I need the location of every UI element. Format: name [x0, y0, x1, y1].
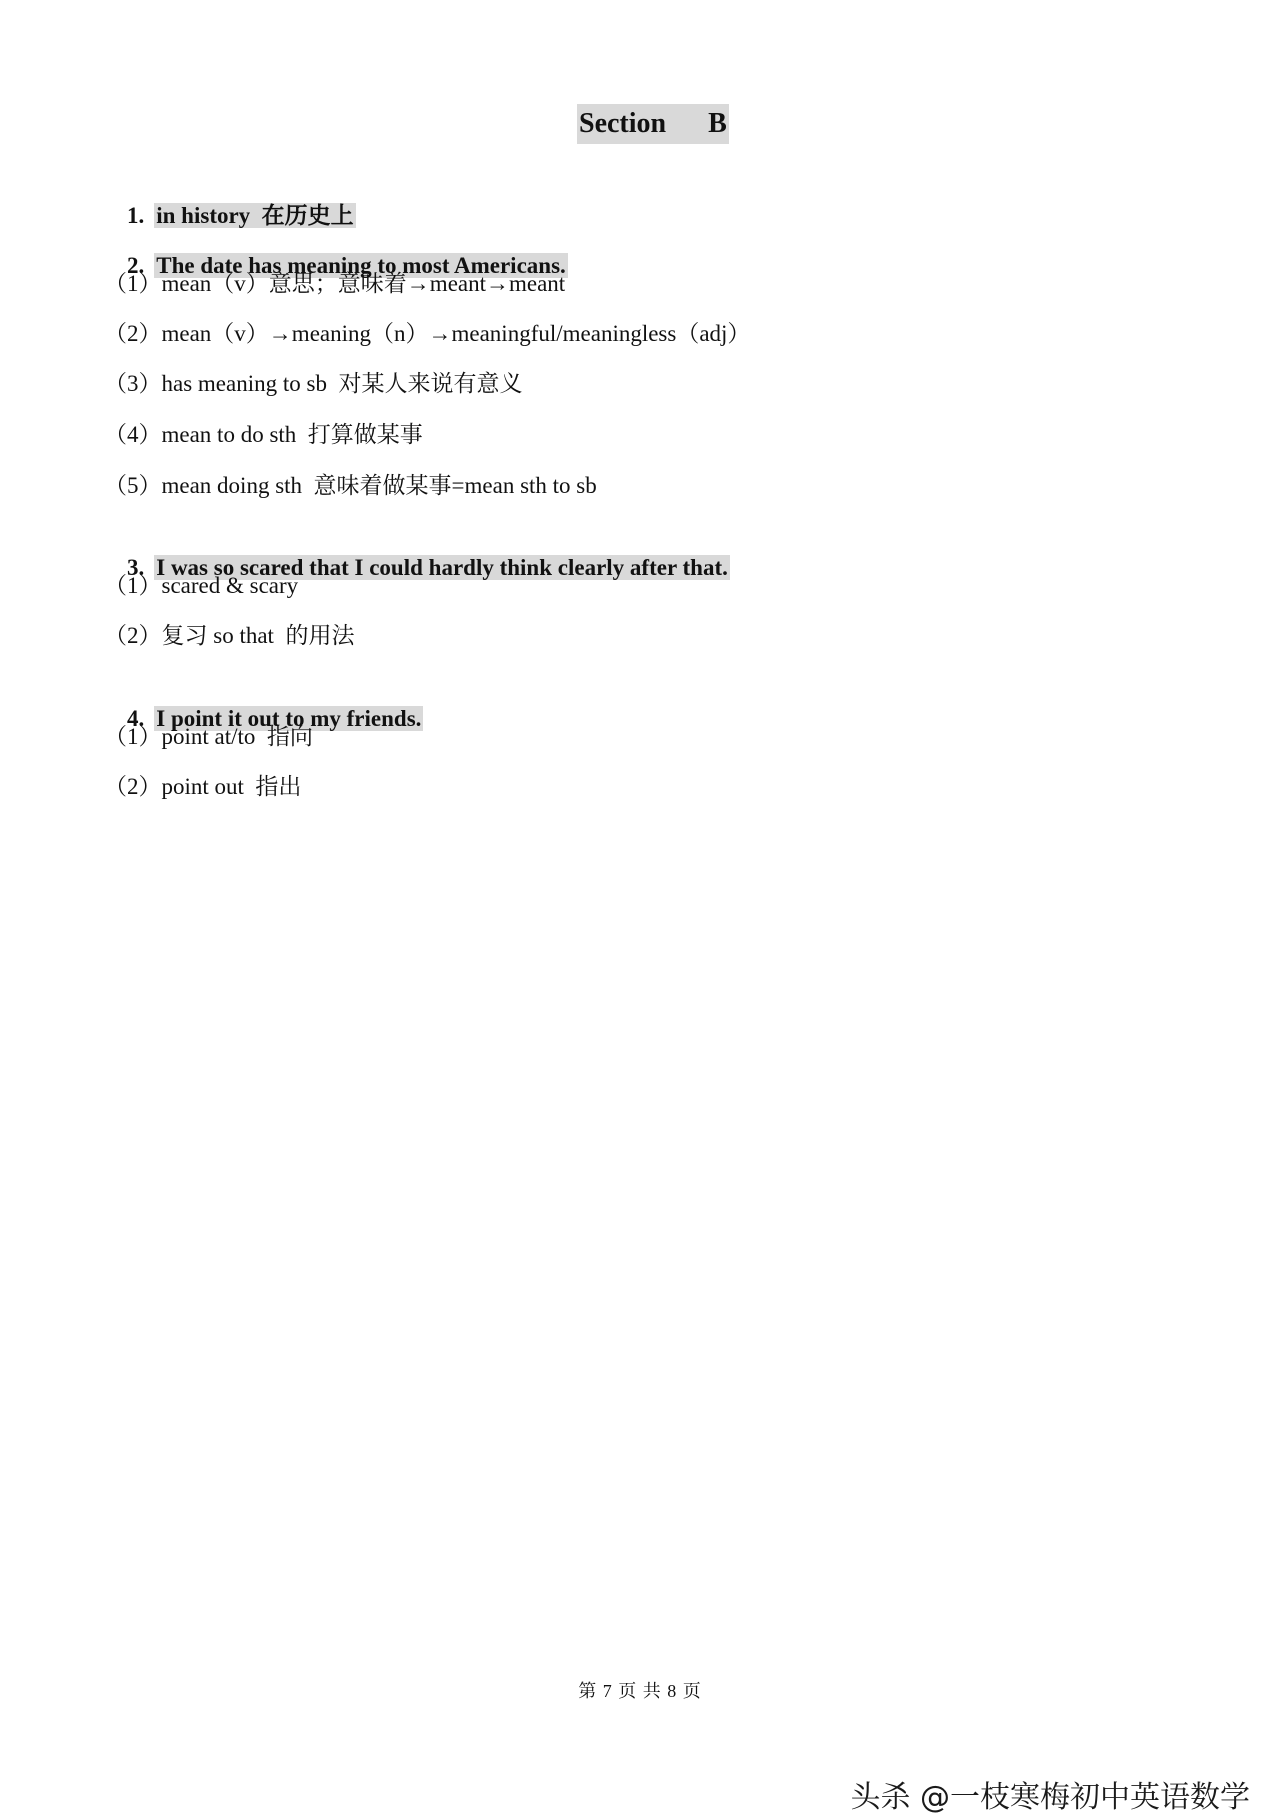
- item-2-sub-5: （5）mean doing sth 意味着做某事=mean sth to sb: [104, 473, 597, 498]
- item-2-sub-1: （1）mean（v）意思；意味着→meant→meant: [104, 271, 566, 296]
- item-4-sub-1: （1）point at/to 指向: [104, 724, 313, 749]
- item-number: 2.: [127, 253, 145, 278]
- item-heading-text: I was so scared that I could hardly think clearly after that.: [156, 555, 728, 580]
- item-4-heading: [104, 671, 423, 731]
- item-2-sub-2: （2）mean（v）→meaning（n）→meaningful/meaningless（adj）: [104, 321, 751, 346]
- item-number: 3.: [127, 555, 145, 580]
- item-heading-text: in history 在历史上: [156, 203, 354, 228]
- item-heading-text: I point it out to my friends.: [156, 706, 422, 731]
- item-1-heading: [104, 168, 356, 228]
- section-title: Section B: [577, 104, 729, 144]
- item-4-sub-2: （2）point out 指出: [104, 774, 302, 799]
- item-heading-text: The date has meaning to most Americans.: [156, 253, 566, 278]
- item-3-sub-2: （2）复习 so that 的用法: [104, 623, 355, 648]
- item-number: 1.: [127, 203, 145, 228]
- item-2-sub-3: （3）has meaning to sb 对某人来说有意义: [104, 371, 523, 396]
- item-2-sub-4: （4）mean to do sth 打算做某事: [104, 422, 423, 447]
- item-number: 4.: [127, 706, 145, 731]
- item-3-heading: [104, 520, 730, 580]
- watermark-text: 头杀 @一枝寒梅初中英语数学: [850, 1780, 1250, 1815]
- item-2-heading: [104, 218, 568, 278]
- item-3-sub-1: （1）scared & scary: [104, 573, 299, 598]
- page-number-footer: 第 7 页 共 8 页: [578, 1681, 702, 1701]
